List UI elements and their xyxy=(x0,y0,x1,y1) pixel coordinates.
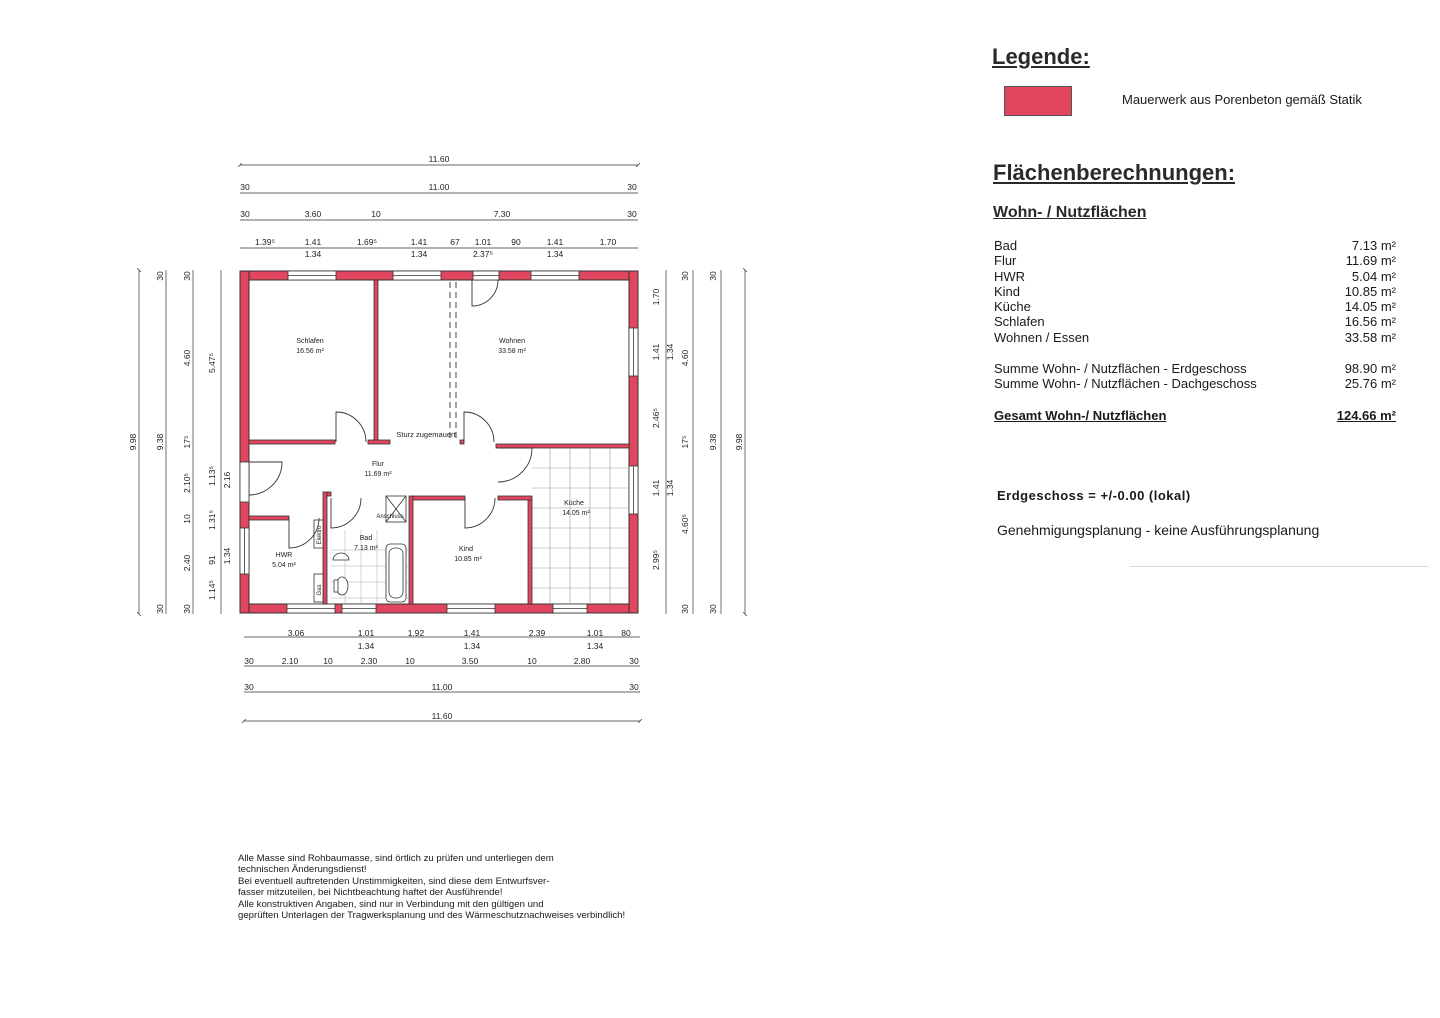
dim-bottom-room-7: 10 xyxy=(527,656,537,666)
dim-left-room-1: 30 xyxy=(182,271,192,281)
dim-top-wall-left-2: 30 xyxy=(240,209,250,219)
room-name-hwr: HWR xyxy=(275,552,293,559)
dim-top-opening-3: 1.69⁵ xyxy=(356,237,378,247)
dim-top-height-1: 1.34 xyxy=(304,249,322,259)
area-room-name: Flur xyxy=(994,253,1017,269)
sum-value: 98.90 m² xyxy=(1344,361,1396,376)
dim-right-opening-2: 1.41 xyxy=(651,343,661,361)
room-name-schlafen: Schlafen xyxy=(296,338,324,345)
dim-bottom-opening-1: 3.06 xyxy=(287,628,305,638)
kitchen-tiles xyxy=(532,448,629,604)
dim-top-opening-1: 1.39⁵ xyxy=(254,237,276,247)
dim-top-room-2: 10 xyxy=(371,209,381,219)
dim-right-room-5: 30 xyxy=(680,604,690,614)
room-area-schlafen: 16.56 m² xyxy=(296,348,324,355)
dim-top-opening-5: 67 xyxy=(450,237,460,247)
area-row xyxy=(994,284,1396,299)
area-table xyxy=(994,238,1396,345)
dim-bottom-overall: 11.60 xyxy=(431,711,453,721)
room-name-kueche: Küche xyxy=(564,500,584,507)
elektro-label: Elektro xyxy=(317,525,323,545)
dim-right-opening-1: 1.70 xyxy=(651,288,661,306)
room-name-bad: Bad xyxy=(359,535,373,542)
dim-left-room-6: 2.40 xyxy=(182,554,192,572)
dim-left-room-7: 30 xyxy=(182,604,192,614)
dim-bottom-room-8: 2.80 xyxy=(573,656,591,666)
dim-bottom-opening-5: 2.39 xyxy=(528,628,546,638)
sum-row xyxy=(994,376,1396,391)
room-name-wohnen: Wohnen xyxy=(499,338,525,345)
footer-line: Alle Masse sind Rohbaumasse, sind örtlich zu prüfen und unterliegen dem xyxy=(238,853,554,864)
area-row xyxy=(994,269,1396,284)
dim-bottom-height-1: 1.34 xyxy=(357,641,375,651)
room-name-kind: Kind xyxy=(458,546,474,553)
dim-left-opening-5: 1.14⁵ xyxy=(207,579,217,601)
dim-left-height-1: 2.16 xyxy=(222,471,232,489)
area-room-value: 33.58 m² xyxy=(1344,329,1396,345)
anschluss-label: Anschluss xyxy=(376,514,404,520)
legend-swatch xyxy=(1004,86,1072,116)
dim-bottom-room-3: 10 xyxy=(323,656,333,666)
footer-line: fasser mitzuteilen, bei Nichtbeachtung haftet der Ausführende! xyxy=(238,887,503,899)
dim-left-wall-top: 30 xyxy=(155,271,165,281)
dim-bottom-opening-4: 1.41 xyxy=(463,628,481,638)
calculation-title: Flächenberechnungen: xyxy=(993,160,1236,185)
sturz-label: Sturz zugemauert xyxy=(396,430,456,439)
dim-top-opening-4: 1.41 xyxy=(410,237,428,247)
dim-left-room-5: 10 xyxy=(182,514,192,524)
dim-right-room-3: 17⁵ xyxy=(680,435,690,449)
footer-line: Alle konstruktiven Angaben, sind nur in Verbindung mit den gültigen und xyxy=(238,898,544,910)
dim-right-opening-5: 2.99⁵ xyxy=(651,549,661,571)
dim-right-inner: 9.38 xyxy=(708,433,718,451)
dim-right-opening-3: 2.46⁵ xyxy=(651,407,661,429)
total-row xyxy=(994,408,1396,423)
dim-top-inner: 11.00 xyxy=(428,182,450,192)
dim-right-wall-bottom: 30 xyxy=(708,604,718,614)
dim-top-height-3: 2.37⁵ xyxy=(472,249,494,259)
dim-top-height-2: 1.34 xyxy=(410,249,428,259)
room-area-hwr: 5.04 m² xyxy=(272,562,296,569)
dim-bottom-opening-7: 80 xyxy=(621,628,631,638)
room-name-flur: Flur xyxy=(371,461,385,468)
dim-right-height-2: 1.34 xyxy=(665,479,675,497)
dim-right-room-4: 4.60⁵ xyxy=(680,513,690,535)
area-room-value: 14.05 m² xyxy=(1344,299,1396,315)
dim-bottom-height-3: 1.34 xyxy=(586,641,604,651)
interior-walls xyxy=(249,280,629,604)
dim-left-room-4: 2.10⁵ xyxy=(182,472,192,494)
room-area-kueche: 14.05 m² xyxy=(562,510,590,517)
area-row xyxy=(994,253,1396,268)
area-room-name: Schlafen xyxy=(994,314,1045,330)
footer-line: technischen Änderungsdienst! xyxy=(238,864,367,876)
legend-item-label: Mauerwerk aus Porenbeton gemäß Statik xyxy=(1122,92,1362,107)
area-room-name: HWR xyxy=(994,268,1026,284)
sum-name: Summe Wohn- / Nutzflächen - Dachgeschoss xyxy=(994,376,1257,392)
area-room-name: Wohnen / Essen xyxy=(994,329,1090,345)
dim-right-room-2: 4.60 xyxy=(680,349,690,367)
dim-left-inner: 9.38 xyxy=(155,433,165,451)
area-room-value: 5.04 m² xyxy=(1351,268,1396,284)
dim-bottom-room-2: 2.10 xyxy=(281,656,299,666)
sum-value: 25.76 m² xyxy=(1344,376,1396,392)
area-room-value: 7.13 m² xyxy=(1351,238,1396,253)
dim-right-opening-4: 1.41 xyxy=(651,479,661,497)
area-row xyxy=(994,330,1396,345)
dim-top-wall-right: 30 xyxy=(627,182,637,192)
dim-left-overall: 9.98 xyxy=(128,433,138,451)
legend-title: Legende: xyxy=(992,44,1090,69)
sum-name: Summe Wohn- / Nutzflächen - Erdgeschoss xyxy=(994,361,1247,376)
dim-left-opening-1: 5.47⁵ xyxy=(207,352,217,374)
area-row xyxy=(994,238,1396,253)
sum-row xyxy=(994,361,1396,376)
area-row xyxy=(994,314,1396,329)
divider xyxy=(1130,566,1428,567)
dim-bottom-inner: 11.00 xyxy=(431,682,453,692)
dim-top-opening-7: 90 xyxy=(511,237,521,247)
dim-top-room-1: 3.60 xyxy=(304,209,322,219)
dim-bottom-opening-6: 1.01 xyxy=(586,628,604,638)
planning-note: Genehmigungsplanung - keine Ausführungsplanung xyxy=(997,522,1320,538)
dim-right-height-1: 1.34 xyxy=(665,343,675,361)
area-room-value: 10.85 m² xyxy=(1344,283,1396,299)
footer-line: geprüften Unterlagen der Tragwerksplanung und des Wärmeschutznachweises verbindlich! xyxy=(238,910,626,922)
footer-line: Bei eventuell auftretenden Unstimmigkeiten, sind diese dem Entwurfsver- xyxy=(238,875,550,887)
dim-left-wall-bottom: 30 xyxy=(155,604,165,614)
sum-table xyxy=(994,361,1396,392)
dim-bottom-wall-right: 30 xyxy=(629,682,639,692)
dim-right-room-1: 30 xyxy=(680,271,690,281)
area-room-value: 16.56 m² xyxy=(1344,314,1396,330)
dim-bottom-opening-2: 1.01 xyxy=(357,628,375,638)
dim-top-opening-6: 1.01 xyxy=(474,237,492,247)
dim-left-room-2: 4.60 xyxy=(182,349,192,367)
dim-top-opening-2: 1.41 xyxy=(304,237,322,247)
room-area-kind: 10.85 m² xyxy=(454,556,482,563)
dim-left-height-2: 1.34 xyxy=(222,547,232,565)
area-room-name: Bad xyxy=(994,238,1018,253)
dim-left-room-3: 17⁵ xyxy=(182,435,192,449)
dim-right-overall: 9.98 xyxy=(734,433,744,451)
total-value: 124.66 m² xyxy=(1336,408,1396,423)
area-room-value: 11.69 m² xyxy=(1345,253,1396,269)
dim-bottom-room-6: 3.50 xyxy=(461,656,479,666)
dim-top-opening-9: 1.70 xyxy=(599,237,617,247)
dim-left-opening-3: 1.31⁵ xyxy=(207,509,217,531)
gas-label: Gas xyxy=(317,584,323,596)
area-row xyxy=(994,299,1396,314)
total-name: Gesamt Wohn-/ Nutzflächen xyxy=(994,408,1167,423)
dim-top-room-3: 7.30 xyxy=(493,209,511,219)
area-room-name: Küche xyxy=(994,299,1031,315)
calculation-subtitle: Wohn- / Nutzflächen xyxy=(993,204,1147,221)
dim-bottom-room-4: 2.30 xyxy=(360,656,378,666)
room-area-wohnen: 33.58 m² xyxy=(498,348,526,355)
dim-top-overall: 11.60 xyxy=(428,154,450,164)
dim-bottom-room-9: 30 xyxy=(629,656,639,666)
footer-notes xyxy=(238,853,625,921)
dim-right-wall-top: 30 xyxy=(708,271,718,281)
room-area-bad: 7.13 m² xyxy=(354,545,378,552)
dim-bottom-room-5: 10 xyxy=(405,656,415,666)
dim-top-wall-left: 30 xyxy=(240,182,250,192)
dimension-lines xyxy=(139,165,745,721)
dim-bottom-opening-3: 1.92 xyxy=(407,628,425,638)
dim-top-opening-8: 1.41 xyxy=(546,237,564,247)
dim-bottom-height-2: 1.34 xyxy=(463,641,481,651)
dim-bottom-wall-left: 30 xyxy=(244,682,254,692)
area-room-name: Kind xyxy=(994,283,1021,299)
room-area-flur: 11.69 m² xyxy=(364,471,392,478)
dim-left-opening-2: 1.13⁵ xyxy=(207,465,217,487)
level-note: Erdgeschoss = +/-0.00 (lokal) xyxy=(997,488,1191,503)
dim-top-height-4: 1.34 xyxy=(546,249,564,259)
dim-top-wall-right-2: 30 xyxy=(627,209,637,219)
dim-left-opening-4: 91 xyxy=(207,555,217,565)
dim-bottom-room-1: 30 xyxy=(244,656,254,666)
